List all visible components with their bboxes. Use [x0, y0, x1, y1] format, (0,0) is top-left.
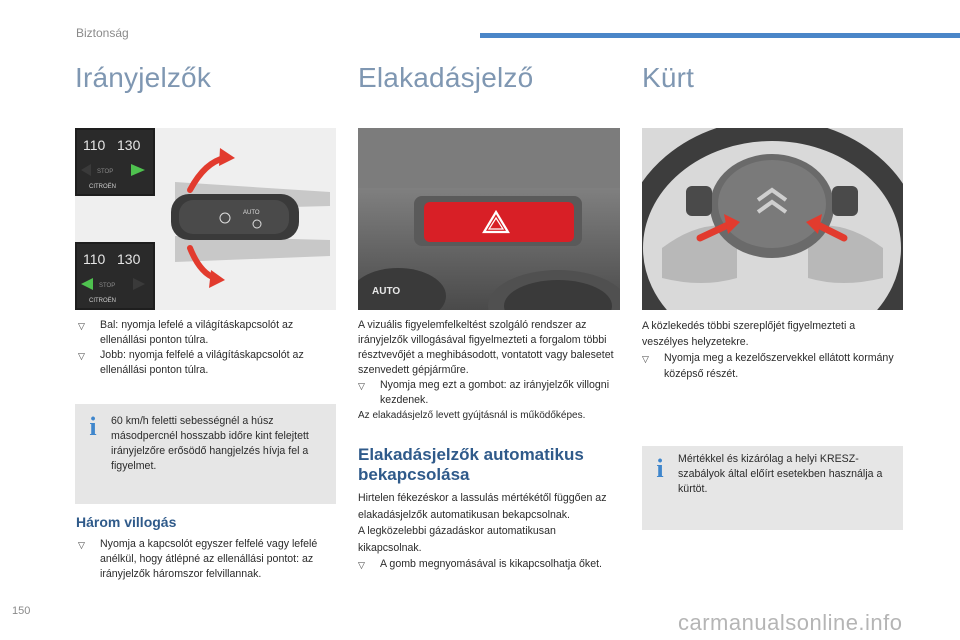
title-kurt: Kürt — [642, 62, 695, 93]
list-item: ▽ Nyomja meg ezt a gombot: az irányjelzők villogni kezdenek. — [358, 379, 610, 406]
watermark: carmanualsonline.info — [678, 610, 903, 635]
brand-label-bottom: CITROËN — [89, 298, 116, 304]
hazard-note: Az elakadásjelző levett gyújtásnál is működőképes. — [358, 410, 586, 421]
list-item: ▽ Nyomja a kapcsolót egyszer felfelé vagy lefelé anélkül, hogy átlépné az ellenállási pontot: az irányjelzők háromszor felvillannak. — [78, 538, 318, 580]
info-icon: i — [89, 412, 97, 441]
info-box-speed-warning: i 60 km/h feletti sebességnél a húsz másodpercnél hosszabb időre kint felejtett irányjelzőre erősödő hangjelzés hívja fel a figyelmet. — [75, 404, 336, 504]
triangle-bullet-icon: ▽ — [78, 540, 85, 550]
list-item: ▽ Nyomja meg a kezelőszervekkel ellátott kormány középső részét. — [642, 352, 894, 380]
auto-hazard-para: Hirtelen fékezéskor a lassulás mértékétől függően az elakadásjelzők automatikusan bekapcsolnak. — [358, 492, 607, 521]
hazard-button-photo — [358, 128, 620, 310]
stop-label-bottom: STOP — [99, 283, 116, 289]
col2-sub-text — [358, 490, 620, 574]
page-number: 150 — [12, 605, 31, 617]
steering-wheel-photo — [642, 128, 903, 310]
dial-bottom-110: 110 — [83, 251, 106, 267]
stalk-auto-label: AUTO — [243, 210, 260, 216]
hazard-description: A vizuális figyelemfelkeltést szolgáló rendszer az irányjelzők villogásával figyelmezteti a forgalom többi résztvevőjét a meghibásodott, vontatott vagy balesetet szenvedett gépjárműre. — [358, 319, 614, 376]
section-label: Biztonság — [76, 26, 129, 40]
col1-sub-bullets — [78, 537, 340, 582]
list-item: ▽ Bal: nyomja lefelé a világításkapcsolót az ellenállási ponton túlra. — [78, 319, 294, 346]
triangle-bullet-icon: ▽ — [642, 354, 649, 364]
triangle-bullet-icon: ▽ — [78, 321, 85, 331]
dial-top-110: 110 — [83, 137, 106, 153]
title-elakadasjelzo: Elakadásjelző — [358, 62, 534, 93]
brand-label-top: CITROËN — [89, 184, 116, 190]
col3-text — [642, 318, 904, 382]
title-iranyjelzok: Irányjelzők — [75, 62, 212, 93]
triangle-bullet-icon: ▽ — [78, 351, 85, 361]
list-item: ▽ A gomb megnyomásával is kikapcsolhatja őket. — [358, 556, 620, 574]
turn-signal-stalk-photo — [75, 128, 336, 310]
triangle-bullet-icon: ▽ — [358, 560, 365, 570]
stop-label-top: STOP — [97, 169, 114, 175]
heading-automatic-hazard: Elakadásjelzők automatikus bekapcsolása — [358, 445, 584, 484]
info-icon: i — [656, 454, 664, 483]
col1-bullets — [78, 318, 340, 378]
triangle-bullet-icon: ▽ — [358, 381, 365, 391]
dial-top-130: 130 — [117, 137, 141, 153]
dial-bottom-130: 130 — [117, 251, 141, 267]
col2-text — [358, 318, 622, 423]
horn-description: A közlekedés többi szereplőjét figyelmezteti a veszélyes helyzetekre. — [642, 320, 856, 348]
auto-hazard-off-para: A legközelebbi gázadáskor automatikusan kikapcsolnak. — [358, 525, 556, 554]
photo-auto-label: AUTO — [372, 286, 401, 297]
list-item: ▽ Jobb: nyomja felfelé a világításkapcsolót az ellenállási ponton túlra. — [78, 349, 304, 376]
heading-harom-villogas: Három villogás — [76, 514, 177, 530]
info-box-horn: i Mértékkel és kizárólag a helyi KRESZ-szabályok által előírt esetekben használja a kürtöt. — [642, 446, 903, 530]
header-accent-bar — [480, 33, 960, 38]
